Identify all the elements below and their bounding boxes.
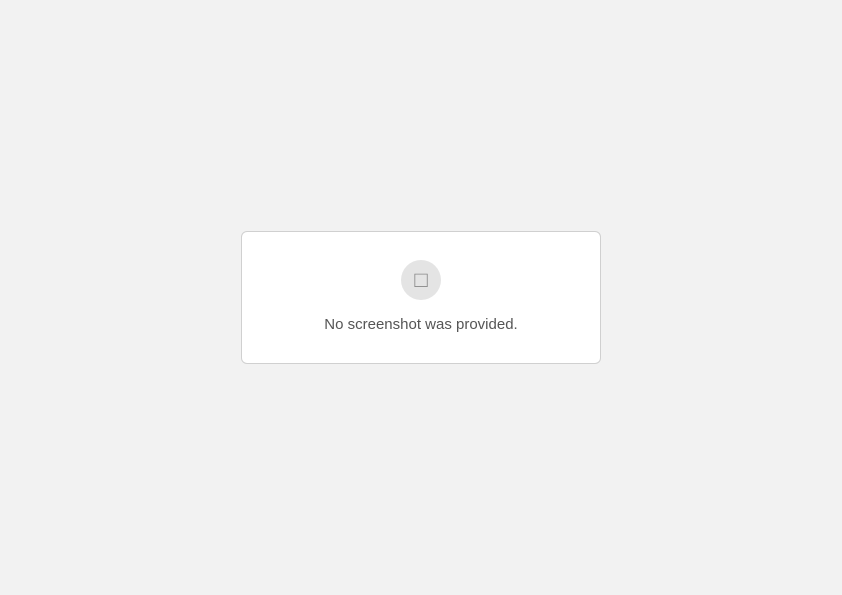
image-missing-icon: □ — [401, 260, 441, 300]
placeholder-message: No screenshot was provided. — [324, 315, 518, 333]
placeholder-panel — [241, 231, 601, 365]
